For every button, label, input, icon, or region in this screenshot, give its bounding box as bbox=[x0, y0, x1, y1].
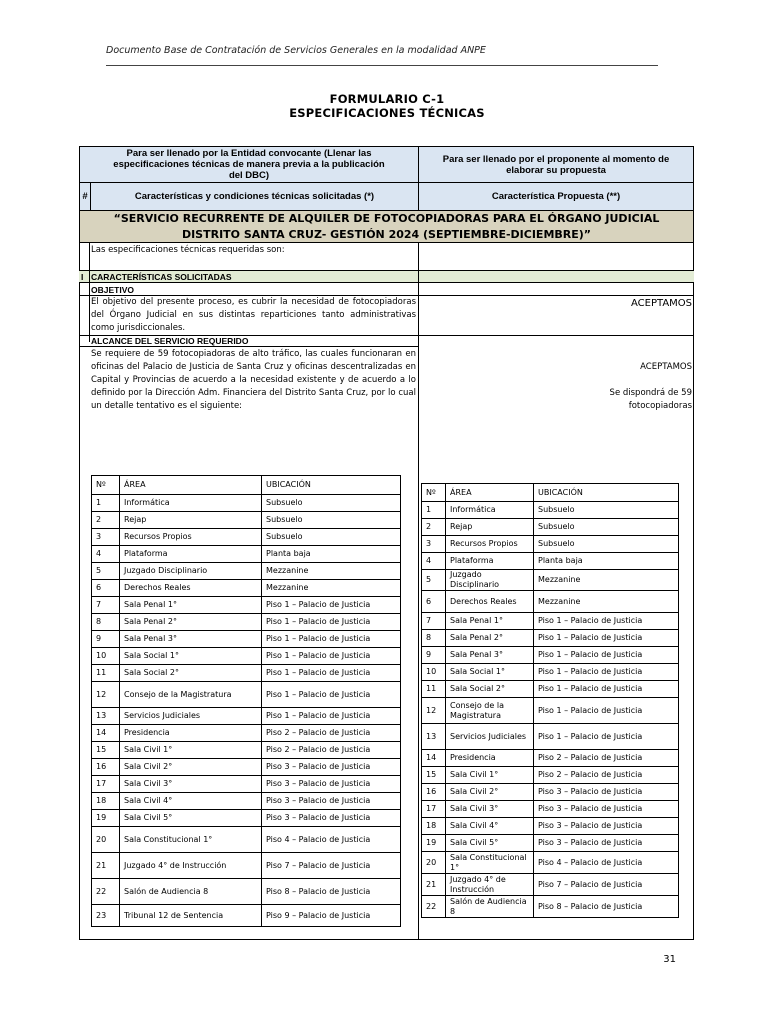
row-number: 22 bbox=[92, 879, 120, 905]
row-area: Sala Penal 2° bbox=[120, 614, 262, 631]
table-row bbox=[422, 502, 679, 519]
table-row bbox=[92, 529, 401, 546]
row-marker: I bbox=[81, 272, 84, 282]
row-area: Sala Constitucional 1° bbox=[120, 827, 262, 853]
table-row bbox=[422, 818, 679, 835]
row-location: Piso 7 – Palacio de Justicia bbox=[534, 874, 679, 896]
row-area: Salón de Audiencia 8 bbox=[120, 879, 262, 905]
row-number: 15 bbox=[422, 767, 446, 784]
table-row bbox=[422, 784, 679, 801]
row-area: Sala Civil 2° bbox=[446, 784, 534, 801]
row-location: Piso 2 – Palacio de Justicia bbox=[262, 725, 401, 742]
row-number: 12 bbox=[92, 682, 120, 708]
table-row bbox=[92, 776, 401, 793]
col-num-header: Nº bbox=[422, 484, 446, 502]
row-number: 2 bbox=[92, 512, 120, 529]
hash-header-cell: # bbox=[79, 182, 91, 211]
row-location: Piso 1 – Palacio de Justicia bbox=[262, 648, 401, 665]
row-location: Piso 3 – Palacio de Justicia bbox=[534, 784, 679, 801]
row-location: Piso 3 – Palacio de Justicia bbox=[534, 835, 679, 852]
row-location: Mezzanine bbox=[262, 580, 401, 597]
row-area: Rejap bbox=[446, 519, 534, 536]
row-number: 6 bbox=[422, 591, 446, 613]
table-row bbox=[422, 852, 679, 874]
row-number: 21 bbox=[92, 853, 120, 879]
table-row bbox=[422, 835, 679, 852]
row-area: Sala Constitucional 1° bbox=[446, 852, 534, 874]
proposed-characteristics-header: Característica Propuesta (**) bbox=[418, 182, 694, 211]
objetivo-label: OBJETIVO bbox=[91, 285, 134, 295]
row-location: Piso 1 – Palacio de Justicia bbox=[262, 614, 401, 631]
row-number: 13 bbox=[422, 724, 446, 750]
row-area: Consejo de la Magistratura bbox=[120, 682, 262, 708]
table-row bbox=[92, 759, 401, 776]
row-number: 12 bbox=[422, 698, 446, 724]
document-header: Documento Base de Contratación de Servicios Generales en la modalidad ANPE bbox=[106, 45, 486, 56]
table-row bbox=[92, 827, 401, 853]
row-area: Presidencia bbox=[120, 725, 262, 742]
row-location: Piso 4 – Palacio de Justicia bbox=[262, 827, 401, 853]
table-row bbox=[422, 591, 679, 613]
row-number: 5 bbox=[422, 570, 446, 591]
row-location: Piso 3 – Palacio de Justicia bbox=[534, 818, 679, 835]
objetivo-answer: ACEPTAMOS bbox=[630, 298, 692, 309]
page-number: 31 bbox=[663, 954, 676, 965]
row-area: Consejo de la Magistratura bbox=[446, 698, 534, 724]
row-location: Planta baja bbox=[262, 546, 401, 563]
row-area: Sala Penal 1° bbox=[446, 613, 534, 630]
row-area: Sala Social 2° bbox=[120, 665, 262, 682]
row-number: 23 bbox=[92, 905, 120, 927]
row-number: 15 bbox=[92, 742, 120, 759]
table-row bbox=[92, 879, 401, 905]
row-area: Sala Civil 3° bbox=[120, 776, 262, 793]
row-location: Mezzanine bbox=[262, 563, 401, 580]
row-area: Sala Civil 1° bbox=[446, 767, 534, 784]
row-location: Piso 1 – Palacio de Justicia bbox=[262, 597, 401, 614]
row-location: Piso 3 – Palacio de Justicia bbox=[534, 801, 679, 818]
row-area: Sala Penal 1° bbox=[120, 597, 262, 614]
row-area: Juzgado 4° de Instrucción bbox=[446, 874, 534, 896]
row-area: Sala Civil 5° bbox=[446, 835, 534, 852]
row-number: 14 bbox=[92, 725, 120, 742]
marker-column-divider bbox=[89, 243, 90, 342]
table-row bbox=[422, 536, 679, 553]
row-number: 10 bbox=[92, 648, 120, 665]
row-location: Mezzanine bbox=[534, 570, 679, 591]
row-number: 4 bbox=[422, 553, 446, 570]
row-location: Subsuelo bbox=[262, 512, 401, 529]
left-area-table bbox=[91, 475, 401, 927]
row-area: Sala Civil 4° bbox=[120, 793, 262, 810]
row-area: Sala Civil 5° bbox=[120, 810, 262, 827]
row-number: 9 bbox=[422, 647, 446, 664]
row-location: Piso 1 – Palacio de Justicia bbox=[262, 665, 401, 682]
section-label: CARACTERÍSTICAS SOLICITADAS bbox=[91, 272, 232, 282]
row-area: Juzgado Disciplinario bbox=[120, 563, 262, 580]
row-area: Recursos Propios bbox=[446, 536, 534, 553]
row-location: Piso 4 – Palacio de Justicia bbox=[534, 852, 679, 874]
proponent-header-cell: Para ser llenado por el proponente al momento de elaborar su propuesta bbox=[418, 146, 694, 183]
table-header-row bbox=[422, 484, 679, 502]
row-number: 22 bbox=[422, 896, 446, 918]
row-area: Sala Penal 2° bbox=[446, 630, 534, 647]
row-location: Piso 1 – Palacio de Justicia bbox=[534, 630, 679, 647]
row-area: Sala Civil 1° bbox=[120, 742, 262, 759]
table-row bbox=[422, 630, 679, 647]
row-number: 20 bbox=[92, 827, 120, 853]
row-number: 19 bbox=[92, 810, 120, 827]
table-row bbox=[92, 495, 401, 512]
row-location: Piso 1 – Palacio de Justicia bbox=[262, 631, 401, 648]
row-area: Derechos Reales bbox=[120, 580, 262, 597]
table-row bbox=[422, 750, 679, 767]
row-number: 3 bbox=[92, 529, 120, 546]
requested-characteristics-header: Características y condiciones técnicas solicitadas (*) bbox=[90, 182, 419, 211]
table-row bbox=[422, 767, 679, 784]
table-row bbox=[92, 665, 401, 682]
table-row bbox=[92, 810, 401, 827]
row-number: 17 bbox=[92, 776, 120, 793]
row-area: Sala Civil 3° bbox=[446, 801, 534, 818]
row-number: 20 bbox=[422, 852, 446, 874]
intro-text: Las especificaciones técnicas requeridas son: bbox=[91, 245, 285, 255]
table-row bbox=[422, 519, 679, 536]
row-number: 16 bbox=[92, 759, 120, 776]
row-location: Piso 2 – Palacio de Justicia bbox=[534, 767, 679, 784]
col-location-header: UBICACIÓN bbox=[262, 476, 401, 495]
table-row bbox=[422, 698, 679, 724]
row-area: Tribunal 12 de Sentencia bbox=[120, 905, 262, 927]
table-row bbox=[422, 613, 679, 630]
table-row bbox=[92, 580, 401, 597]
row-number: 6 bbox=[92, 580, 120, 597]
row-area: Juzgado 4° de Instrucción bbox=[120, 853, 262, 879]
row-number: 7 bbox=[422, 613, 446, 630]
row-location: Piso 3 – Palacio de Justicia bbox=[262, 810, 401, 827]
row-location: Subsuelo bbox=[534, 536, 679, 553]
table-row bbox=[422, 896, 679, 918]
col-location-header: UBICACIÓN bbox=[534, 484, 679, 502]
row-number: 13 bbox=[92, 708, 120, 725]
row-number: 1 bbox=[92, 495, 120, 512]
table-row bbox=[92, 742, 401, 759]
row-number: 19 bbox=[422, 835, 446, 852]
row-area: Servicios Judiciales bbox=[120, 708, 262, 725]
table-row bbox=[92, 708, 401, 725]
row-area: Presidencia bbox=[446, 750, 534, 767]
row-area: Recursos Propios bbox=[120, 529, 262, 546]
row-number: 11 bbox=[92, 665, 120, 682]
table-row bbox=[92, 597, 401, 614]
row-area: Informática bbox=[446, 502, 534, 519]
table-row bbox=[422, 664, 679, 681]
row-location: Piso 1 – Palacio de Justicia bbox=[534, 681, 679, 698]
row-area: Sala Social 2° bbox=[446, 681, 534, 698]
table-row bbox=[92, 648, 401, 665]
row-number: 8 bbox=[422, 630, 446, 647]
row-location: Piso 2 – Palacio de Justicia bbox=[262, 742, 401, 759]
row-location: Mezzanine bbox=[534, 591, 679, 613]
col-area-header: ÁREA bbox=[120, 476, 262, 495]
row-area: Plataforma bbox=[120, 546, 262, 563]
row-location: Subsuelo bbox=[534, 502, 679, 519]
row-area: Salón de Audiencia 8 bbox=[446, 896, 534, 918]
row-area: Sala Civil 4° bbox=[446, 818, 534, 835]
row-number: 3 bbox=[422, 536, 446, 553]
row-location: Piso 1 – Palacio de Justicia bbox=[534, 724, 679, 750]
row-location: Piso 1 – Palacio de Justicia bbox=[534, 613, 679, 630]
row-location: Subsuelo bbox=[534, 519, 679, 536]
header-divider bbox=[106, 65, 658, 66]
row-location: Piso 7 – Palacio de Justicia bbox=[262, 853, 401, 879]
table-row bbox=[92, 725, 401, 742]
table-row bbox=[92, 793, 401, 810]
row-location: Subsuelo bbox=[262, 529, 401, 546]
row-location: Piso 1 – Palacio de Justicia bbox=[262, 682, 401, 708]
table-row bbox=[422, 874, 679, 896]
table-row bbox=[92, 631, 401, 648]
table-row bbox=[92, 853, 401, 879]
table-row bbox=[422, 570, 679, 591]
table-row bbox=[422, 553, 679, 570]
row-number: 1 bbox=[422, 502, 446, 519]
row-area: Sala Social 1° bbox=[120, 648, 262, 665]
alcance-answer-quantity: Se dispondrá de 59 fotocopiadoras bbox=[609, 388, 692, 411]
row-number: 16 bbox=[422, 784, 446, 801]
row-location: Piso 1 – Palacio de Justicia bbox=[534, 664, 679, 681]
row-area: Sala Civil 2° bbox=[120, 759, 262, 776]
row-area: Servicios Judiciales bbox=[446, 724, 534, 750]
row-number: 10 bbox=[422, 664, 446, 681]
col-area-header: ÁREA bbox=[446, 484, 534, 502]
row-number: 18 bbox=[92, 793, 120, 810]
table-row bbox=[422, 647, 679, 664]
row-area: Rejap bbox=[120, 512, 262, 529]
row-location: Piso 1 – Palacio de Justicia bbox=[534, 698, 679, 724]
row-area: Sala Social 1° bbox=[446, 664, 534, 681]
form-title: FORMULARIO C-1 bbox=[329, 92, 445, 106]
service-title: “SERVICIO RECURRENTE DE ALQUILER DE FOTOCOPIADORAS PARA EL ÓRGANO JUDICIAL DISTRITO SANTA CRUZ- GESTIÓN 2024 (SEPTIEMBRE-DICIEMBRE)” bbox=[79, 210, 694, 243]
row-area: Informática bbox=[120, 495, 262, 512]
row-location: Piso 3 – Palacio de Justicia bbox=[262, 793, 401, 810]
col-num-header: Nº bbox=[92, 476, 120, 495]
alcance-answer-accept: ACEPTAMOS bbox=[640, 362, 692, 372]
row-location: Piso 1 – Palacio de Justicia bbox=[262, 708, 401, 725]
row-number: 5 bbox=[92, 563, 120, 580]
table-row bbox=[422, 724, 679, 750]
table-row bbox=[92, 563, 401, 580]
table-row bbox=[92, 905, 401, 927]
right-area-table bbox=[421, 483, 679, 918]
table-row bbox=[92, 512, 401, 529]
entity-header-cell: Para ser llenado por la Entidad convocante (Llenar las especificaciones técnicas de manera previa a la publicación del DBC) bbox=[79, 146, 419, 183]
row-location: Piso 1 – Palacio de Justicia bbox=[534, 647, 679, 664]
table-row bbox=[92, 614, 401, 631]
row-location: Piso 3 – Palacio de Justicia bbox=[262, 759, 401, 776]
table-row bbox=[422, 801, 679, 818]
objetivo-text: El objetivo del presente proceso, es cubrir la necesidad de fotocopiadoras del Órgano Judicial en sus distintas reparticiones tanto administrativas como jurisdiccionales. bbox=[91, 297, 416, 333]
row-number: 14 bbox=[422, 750, 446, 767]
row-location: Piso 2 – Palacio de Justicia bbox=[534, 750, 679, 767]
table-row bbox=[92, 546, 401, 563]
row-area: Sala Penal 3° bbox=[446, 647, 534, 664]
row-location: Piso 9 – Palacio de Justicia bbox=[262, 905, 401, 927]
alcance-label: ALCANCE DEL SERVICIO REQUERIDO bbox=[91, 336, 249, 346]
row-number: 17 bbox=[422, 801, 446, 818]
row-location: Subsuelo bbox=[262, 495, 401, 512]
row-area: Derechos Reales bbox=[446, 591, 534, 613]
row-area: Sala Penal 3° bbox=[120, 631, 262, 648]
row-number: 8 bbox=[92, 614, 120, 631]
table-row bbox=[422, 681, 679, 698]
row-location: Piso 3 – Palacio de Justicia bbox=[262, 776, 401, 793]
row-number: 4 bbox=[92, 546, 120, 563]
row-number: 18 bbox=[422, 818, 446, 835]
row-number: 2 bbox=[422, 519, 446, 536]
column-divider bbox=[418, 243, 419, 940]
alcance-text: Se requiere de 59 fotocopiadoras de alto tráfico, las cuales funcionaran en oficinas del Palacio de Justicia de Santa Cruz y oficinas descentralizadas en Capital y Provincias de acuerdo a la necesidad existente y de acuerdo a lo definido por la Dirección Adm. Financiera del Distrito Santa Cruz, por lo cual un detalle tentativo es el siguiente: bbox=[91, 349, 416, 411]
row-number: 7 bbox=[92, 597, 120, 614]
row-number: 21 bbox=[422, 874, 446, 896]
table-row bbox=[92, 682, 401, 708]
row-location: Piso 8 – Palacio de Justicia bbox=[262, 879, 401, 905]
row-location: Piso 8 – Palacio de Justicia bbox=[534, 896, 679, 918]
row-area: Juzgado Disciplinario bbox=[446, 570, 534, 591]
row-number: 9 bbox=[92, 631, 120, 648]
table-header-row bbox=[92, 476, 401, 495]
row-location: Planta baja bbox=[534, 553, 679, 570]
row-number: 11 bbox=[422, 681, 446, 698]
form-subtitle: ESPECIFICACIONES TÉCNICAS bbox=[289, 106, 485, 120]
row-area: Plataforma bbox=[446, 553, 534, 570]
